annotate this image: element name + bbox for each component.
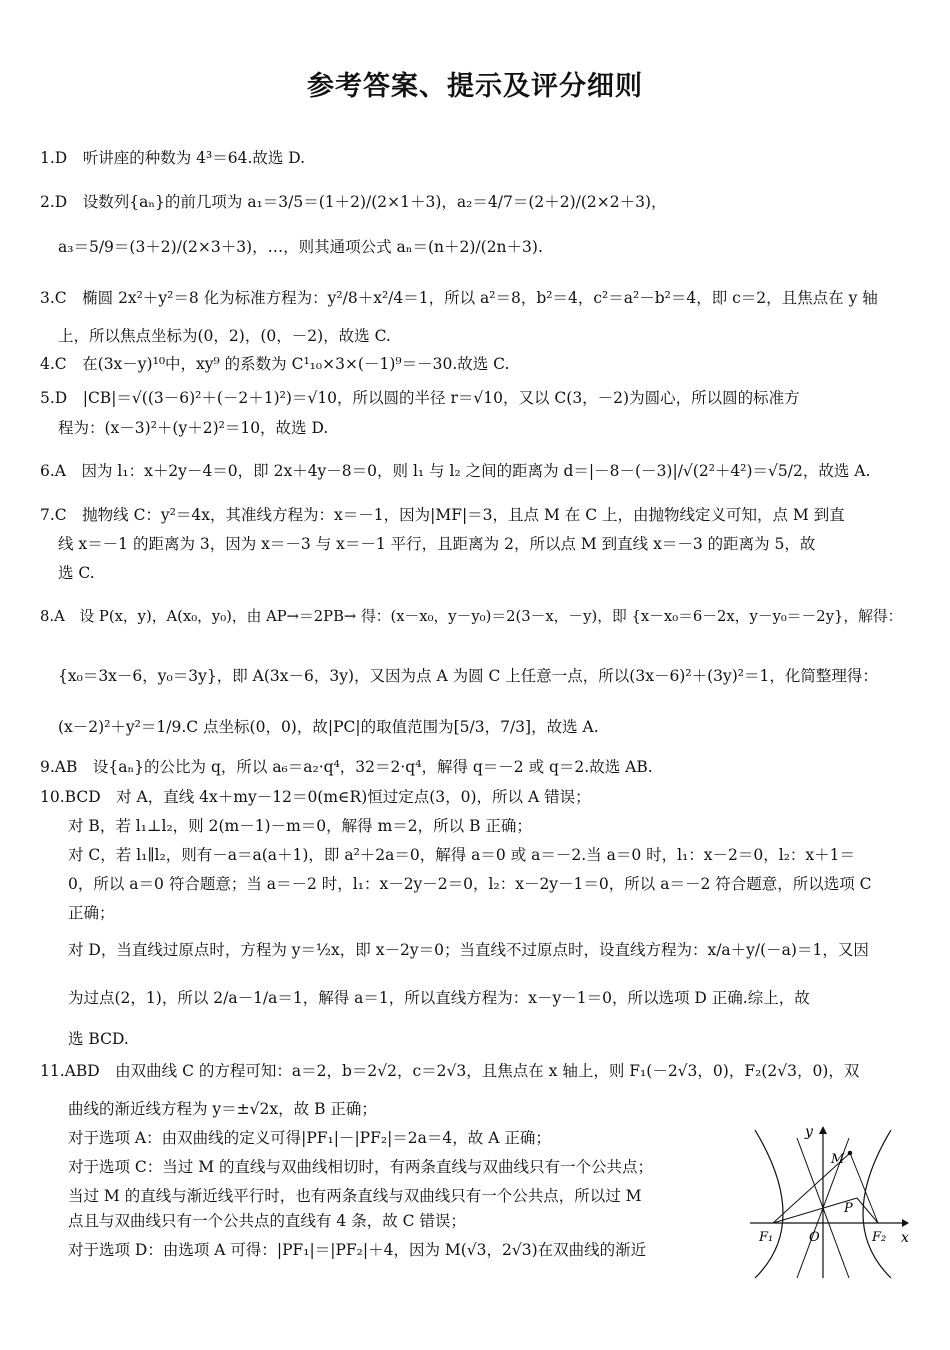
answer-line: 5.D |CB|＝√((3－6)²＋(－2＋1)²)＝√10，所以圆的半径 r＝√10，又以 C(3，－2)为圆心，所以圆的标准方 [40,389,800,407]
answer-line: 8.A 设 P(x，y)，A(x₀，y₀)，由 AP→＝2PB→ 得：(x－x₀，y－y₀)＝2(3－x，－y)，即 {x－x₀＝6－2x，y－y₀＝－2y}，解得： [40,608,903,625]
label-f2: F₂ [872,1230,887,1245]
answer-line: {x₀＝3x－6，y₀＝3y}，即 A(3x－6，3y)，又因为点 A 为圆 C 上任意一点，所以(3x－6)²＋(3y)²＝1，化简整理得： [58,667,878,685]
answer-line: 正确； [68,904,115,922]
answer-line: 7.C 抛物线 C：y²＝4x，其准线方程为：x＝－1，因为|MF|＝3，且点 M 在 C 上，由抛物线定义可知，点 M 到直 [40,506,845,524]
answer-line: (x－2)²＋y²＝1/9.C 点坐标(0，0)，故|PC|的取值范围为[5/3，7/3]，故选 A. [58,718,599,736]
answer-line: 线 x＝－1 的距离为 3，因为 x＝－3 与 x＝－1 平行，且距离为 2，所以点 M 到直线 x＝－3 的距离为 5，故 [58,535,816,553]
answer-line: 4.C 在(3x－y)¹⁰中，xy⁹ 的系数为 C¹₁₀×3×(－1)⁹＝－30.故选 C. [40,355,510,373]
answer-line: 上，所以焦点坐标为(0，2)，(0，－2)，故选 C. [58,327,391,345]
page-title: 参考答案、提示及评分细则 [307,71,643,102]
answer-line: 6.A 因为 l₁：x＋2y－4＝0，即 2x＋4y－8＝0，则 l₁ 与 l₂ 之间的距离为 d＝|－8－(－3)|/√(2²＋4²)＝√5/2，故选 A. [40,462,871,480]
label-x: x [901,1230,909,1246]
answer-line: 选 C. [58,564,95,582]
answer-line: 对于选项 D：由选项 A 可得：|PF₁|＝|PF₂|＋4，因为 M(√3，2√3)在双曲线的渐近 [68,1241,647,1259]
label-f1: F₁ [759,1230,774,1245]
answer-line: 对 B，若 l₁⊥l₂，则 2(m－1)－m＝0，解得 m＝2，所以 B 正确； [68,817,532,835]
answer-line: 对于选项 C：当过 M 的直线与双曲线相切时，有两条直线与双曲线只有一个公共点； [68,1158,654,1176]
answer-line: 11.ABD 由双曲线 C 的方程可知：a＝2，b＝2√2，c＝2√3，且焦点在 x 轴上，则 F₁(－2√3，0)，F₂(2√3，0)，双 [40,1062,860,1080]
label-y: y [805,1124,813,1140]
answer-line: 10.BCD 对 A，直线 4x＋my－12＝0(m∈R)恒过定点(3，0)，所以 A 错误； [40,788,591,806]
answer-line: 2.D 设数列{aₙ}的前几项为 a₁＝3/5＝(1＋2)/(2×1＋3)，a₂＝4/7＝(2＋2)/(2×2＋3)， [40,193,667,211]
answer-line: 对 D，当直线过原点时，方程为 y＝½x，即 x－2y＝0；当直线不过原点时，设直线方程为：x/a＋y/(－a)＝1，又因 [68,941,869,959]
point-m [848,1151,853,1156]
y-axis-arrow [819,1126,827,1134]
answer-line: 3.C 椭圆 2x²＋y²＝8 化为标准方程为：y²/8＋x²/4＝1，所以 a²＝8，b²＝4，c²＝a²－b²＝4，即 c＝2，且焦点在 y 轴 [40,289,878,307]
answer-line: 对于选项 A：由双曲线的定义可得|PF₁|－|PF₂|＝2a＝4，故 A 正确； [68,1129,551,1147]
x-axis-arrow [902,1219,909,1227]
answer-line: 程为：(x－3)²＋(y＋2)²＝10，故选 D. [58,419,329,437]
answer-line: 对 C，若 l₁∥l₂，则有－a＝a(a＋1)，即 a²＋2a＝0，解得 a＝0 或 a＝－2.当 a＝0 时，l₁：x－2＝0，l₂：x＋1＝ [68,846,856,864]
label-m: M [831,1152,845,1167]
hyperbola-left-branch [755,1130,783,1278]
label-p: P [844,1201,853,1216]
answer-line: 当过 M 的直线与渐近线平行时，也有两条直线与双曲线只有一个公共点，所以过 M [68,1187,642,1205]
hyperbola-right-branch [863,1130,891,1278]
segment-p-f2 [857,1198,878,1223]
answer-line: 点且与双曲线只有一个公共点的直线有 4 条，故 C 错误； [68,1212,466,1230]
answer-line: 0，所以 a＝0 符合题意；当 a＝－2 时，l₁：x－2y－2＝0，l₂：x－2y－1＝0，所以 a＝－2 符合题意，所以选项 C [68,875,872,893]
answer-line: 1.D 听讲座的种数为 4³＝64.故选 D. [40,149,306,167]
answer-line: 为过点(2，1)，所以 2/a－1/a＝1，解得 a＝1，所以直线方程为：x－y－1＝0，所以选项 D 正确.综上，故 [68,989,810,1007]
label-o: O [809,1230,820,1245]
answer-line: 选 BCD. [68,1030,129,1048]
answer-line: 曲线的渐近线方程为 y＝±√2x，故 B 正确； [68,1100,377,1118]
hyperbola-figure [745,1118,915,1283]
answer-line: 9.AB 设{aₙ}的公比为 q，所以 a₆＝a₂·q⁴，32＝2·q⁴，解得 q＝－2 或 q＝2.故选 AB. [40,758,653,776]
answer-line: a₃＝5/9＝(3＋2)/(2×3＋3)，…，则其通项公式 aₙ＝(n＋2)/(2n＋3). [58,238,543,256]
